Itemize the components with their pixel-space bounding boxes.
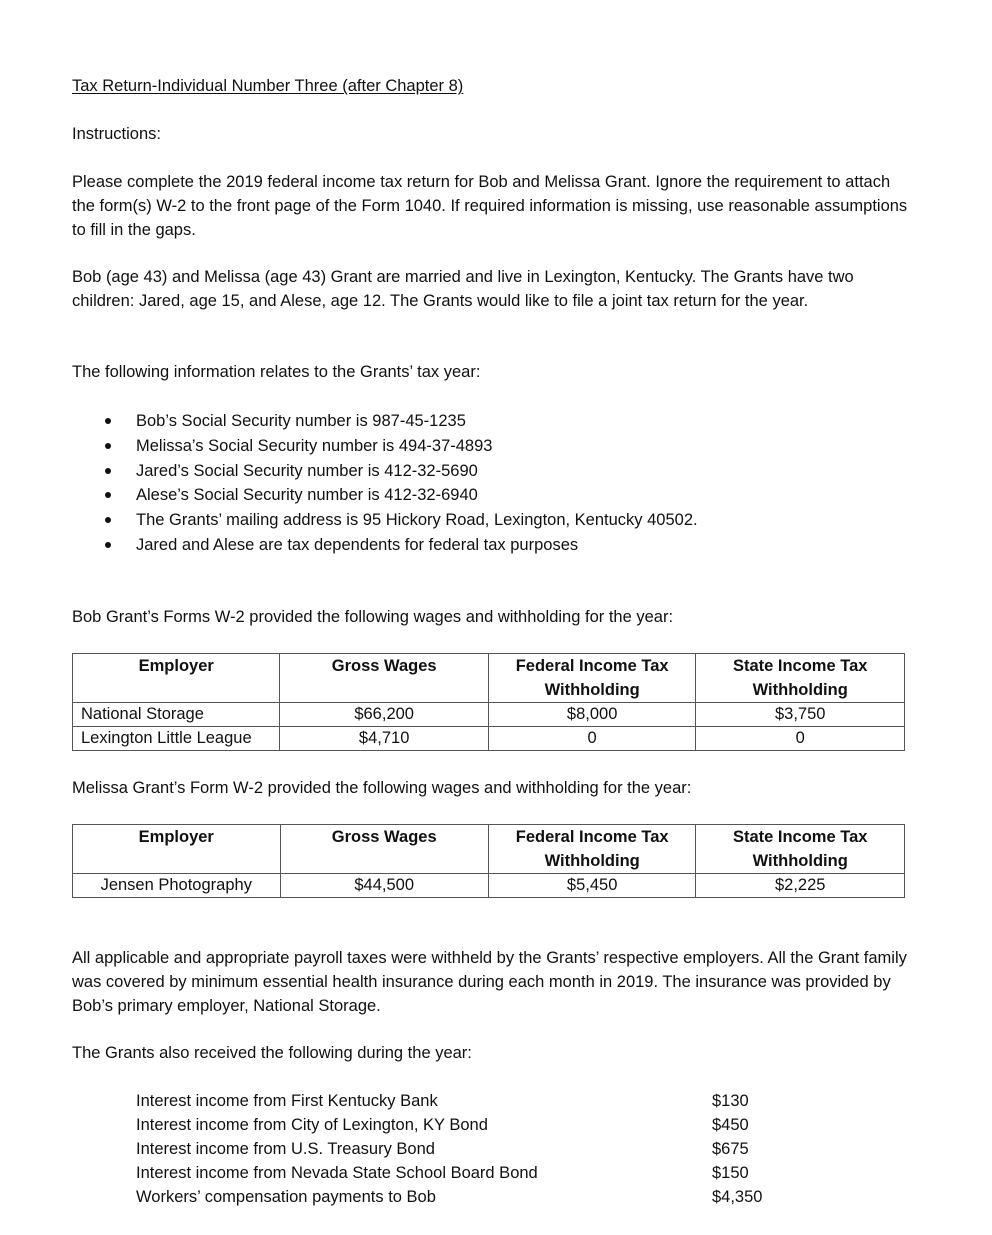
cell-employer: Jensen Photography <box>73 874 281 898</box>
income-amount: $4,350 <box>712 1188 763 1206</box>
bullet-icon <box>105 517 111 523</box>
bullet-item <box>100 459 698 484</box>
bullet-item <box>100 533 698 558</box>
income-label: Interest income from U.S. Treasury Bond <box>136 1140 435 1158</box>
bullet-icon <box>105 468 111 474</box>
bob-w2-intro: Bob Grant’s Forms W-2 provided the following wages and withholding for the year: <box>72 608 674 626</box>
cell-federal-withholding: $5,450 <box>488 874 696 898</box>
family-paragraph: Bob (age 43) and Melissa (age 43) Grant are married and live in Lexington, Kentucky. The Grants have two children: Jared, age 15, and Alese, age 12. The Grants would like to file a joint tax return for the year. <box>72 268 854 310</box>
payroll-paragraph: All applicable and appropriate payroll taxes were withheld by the Grants’ respective employers. All the Grant family was covered by minimum essential health insurance during each month in 2019. The insurance was provided by Bob’s primary employer, National Storage. <box>72 949 907 1015</box>
table-row <box>73 727 905 751</box>
bullet-item <box>100 508 698 533</box>
income-label: Interest income from City of Lexington, KY Bond <box>136 1116 488 1134</box>
income-amount: $450 <box>712 1116 749 1134</box>
column-header-gross-wages: Gross Wages <box>280 654 488 703</box>
bullet-text: Bob’s Social Security number is 987-45-1235 <box>136 412 466 430</box>
income-item <box>136 1161 786 1185</box>
facts-bullet-list <box>100 409 698 558</box>
bullet-item <box>100 434 698 459</box>
document-title: Tax Return-Individual Number Three (after Chapter 8) <box>72 77 464 95</box>
bullet-text: The Grants’ mailing address is 95 Hickory Road, Lexington, Kentucky 40502. <box>136 511 698 530</box>
cell-federal-withholding: 0 <box>488 727 696 751</box>
bob-w2-table <box>72 653 905 751</box>
other-income-list <box>136 1089 786 1209</box>
bullet-text: Jared’s Social Security number is 412-32-5690 <box>136 461 478 480</box>
cell-state-withholding: 0 <box>696 727 905 751</box>
bullet-item <box>100 409 698 434</box>
bullet-icon <box>105 418 111 424</box>
table-row <box>73 874 905 898</box>
column-header-employer: Employer <box>73 654 280 703</box>
melissa-w2-table <box>72 824 905 898</box>
bullet-text: Alese’s Social Security number is 412-32-6940 <box>136 486 478 505</box>
income-label: Workers’ compensation payments to Bob <box>136 1188 436 1206</box>
cell-state-withholding: $3,750 <box>696 703 905 727</box>
column-header-employer: Employer <box>73 825 281 874</box>
income-item <box>136 1089 786 1113</box>
cell-employer: Lexington Little League <box>73 727 280 751</box>
cell-gross-wages: $4,710 <box>280 727 488 751</box>
cell-employer: National Storage <box>73 703 280 727</box>
intro-paragraph: Please complete the 2019 federal income tax return for Bob and Melissa Grant. Ignore the requirement to attach the form(s) W-2 to the front page of the Form 1040. If required information is missing, use reasonable assumptions to fill in the gaps. <box>72 173 908 239</box>
melissa-w2-intro: Melissa Grant’s Form W-2 provided the following wages and withholding for the year: <box>72 779 692 797</box>
income-amount: $150 <box>712 1164 749 1182</box>
column-header-federal-withholding: Federal Income Tax Withholding <box>488 654 696 703</box>
income-amount: $675 <box>712 1140 749 1158</box>
bullet-text: Melissa’s Social Security number is 494-37-4893 <box>136 436 493 455</box>
column-header-federal-withholding: Federal Income Tax Withholding <box>488 825 696 874</box>
income-item <box>136 1113 786 1137</box>
bullet-icon <box>105 492 111 498</box>
bullet-icon <box>105 542 111 548</box>
column-header-gross-wages: Gross Wages <box>280 825 488 874</box>
cell-federal-withholding: $8,000 <box>488 703 696 727</box>
info-intro-paragraph: The following information relates to the Grants’ tax year: <box>72 363 481 381</box>
column-header-state-withholding: State Income Tax Withholding <box>696 654 905 703</box>
bullet-icon <box>105 443 111 449</box>
table-row <box>73 703 905 727</box>
table-header-row <box>73 654 905 703</box>
income-item <box>136 1185 786 1209</box>
income-label: Interest income from First Kentucky Bank <box>136 1092 438 1110</box>
cell-gross-wages: $66,200 <box>280 703 488 727</box>
cell-state-withholding: $2,225 <box>696 874 905 898</box>
income-label: Interest income from Nevada State School Board Bond <box>136 1164 538 1182</box>
also-received-paragraph: The Grants also received the following during the year: <box>72 1044 472 1062</box>
bullet-item <box>100 483 698 508</box>
cell-gross-wages: $44,500 <box>280 874 488 898</box>
column-header-state-withholding: State Income Tax Withholding <box>696 825 905 874</box>
table-header-row <box>73 825 905 874</box>
income-amount: $130 <box>712 1092 749 1110</box>
income-item <box>136 1137 786 1161</box>
bullet-text: Jared and Alese are tax dependents for federal tax purposes <box>136 535 579 554</box>
instructions-label: Instructions: <box>72 125 161 143</box>
